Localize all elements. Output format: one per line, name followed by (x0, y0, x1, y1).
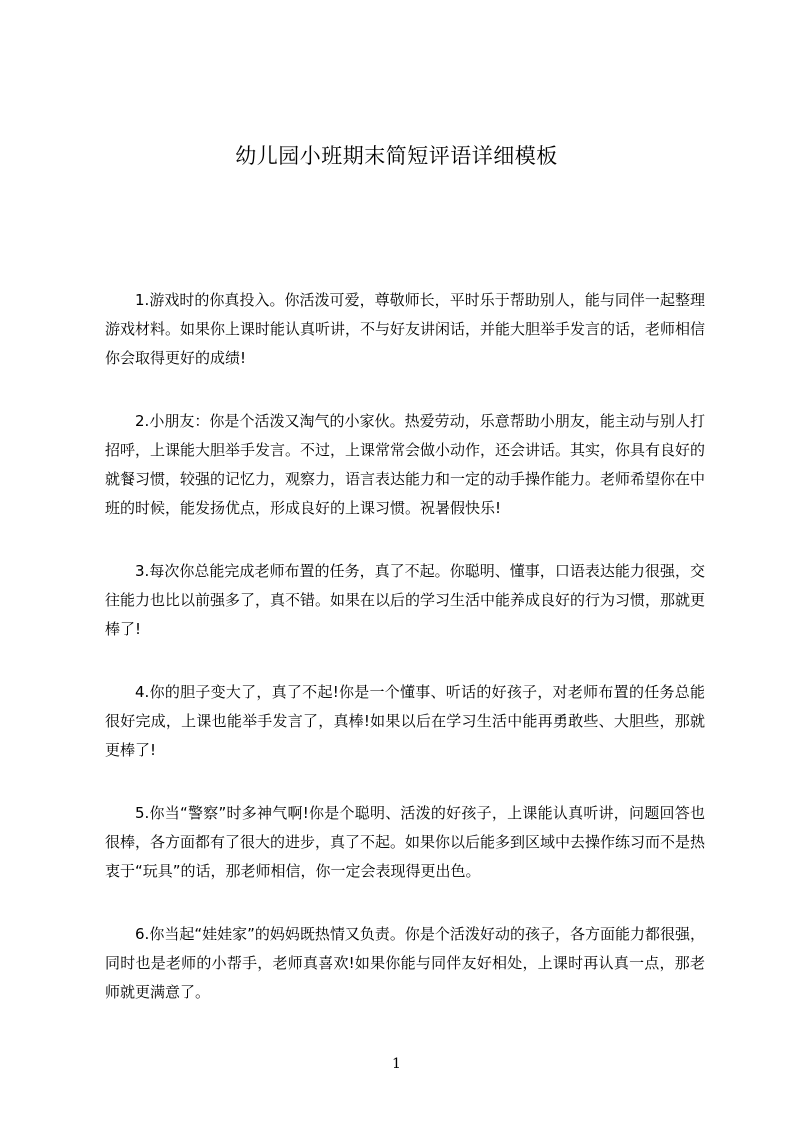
document-body (105, 286, 705, 1041)
document-title: 幼儿园小班期末简短评语详细模板 (235, 144, 558, 168)
page-number: 1 (392, 1056, 401, 1072)
comment-paragraph-1: 1.游戏时的你真投入。你活泼可爱，尊敬师长，平时乐于帮助别人，能与同伴一起整理游戏材料。如果你上课时能认真听讲，不与好友讲闲话，并能大胆举手发言的话，老师相信你会取得更好的成绩! (105, 291, 706, 367)
comment-paragraph-5: 5.你当“警察”时多神气啊!你是个聪明、活泼的好孩子，上课能认真听讲，问题回答也很棒，各方面都有了很大的进步，真了不起。如果你以后能多到区域中去操作练习而不是热衷于“玩具”的话，那老师相信，你一定会表现得更出色。 (105, 804, 706, 880)
comment-paragraph-2: 2.小朋友：你是个活泼又淘气的小家伙。热爱劳动，乐意帮助小朋友，能主动与别人打招呼，上课能大胆举手发言。不过，上课常常会做小动作，还会讲话。其实，你具有良好的就餐习惯，较强的记忆力，观察力，语言表达能力和一定的动手操作能力。老师希望你在中班的时候，能发扬优点，形成良好的上课习惯。祝暑假快乐! (105, 412, 706, 517)
comment-paragraph-3: 3.每次你总能完成老师布置的任务，真了不起。你聪明、懂事，口语表达能力很强，交往能力也比以前强多了，真不错。如果在以后的学习生活中能养成良好的行为习惯，那就更棒了! (105, 562, 706, 638)
comment-paragraph-4: 4.你的胆子变大了，真了不起!你是一个懂事、听话的好孩子，对老师布置的任务总能很好完成，上课也能举手发言了，真棒!如果以后在学习生活中能再勇敢些、大胆些，那就更棒了! (105, 683, 705, 759)
comment-paragraph-6: 6.你当起“娃娃家”的妈妈既热情又负责。你是个活泼好动的孩子，各方面能力都很强，同时也是老师的小帮手，老师真喜欢!如果你能与同伴友好相处，上课时再认真一点，那老师就更满意了。 (105, 925, 705, 1001)
